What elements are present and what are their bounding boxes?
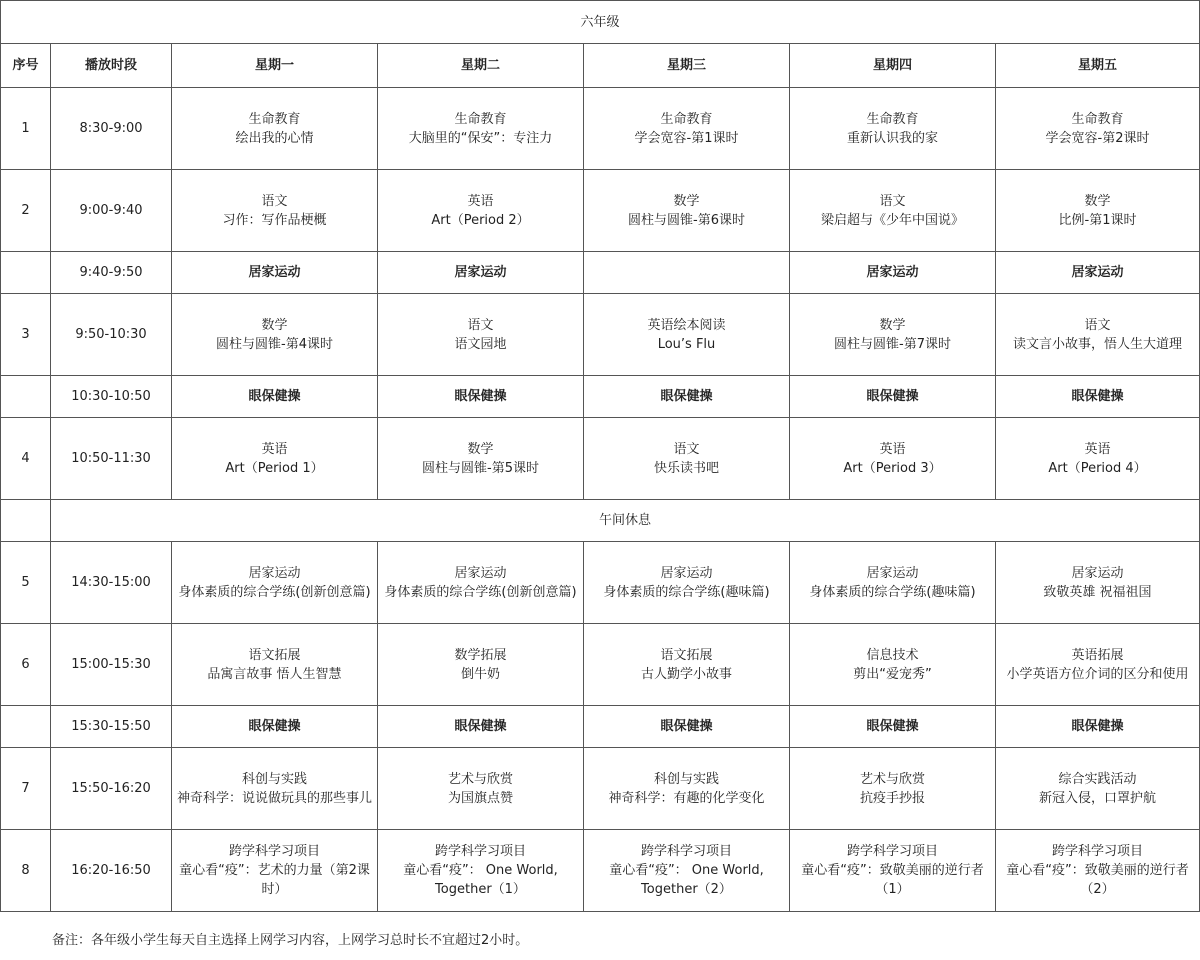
- lesson-subject: 综合实践活动: [1058, 771, 1137, 787]
- row-index: 5: [1, 542, 51, 624]
- lesson-topic: 学会宽容-第1课时: [634, 130, 739, 146]
- lesson-cell: [378, 88, 584, 170]
- lesson-subject: 跨学科学习项目: [846, 844, 938, 859]
- lesson-topic: Art（Period 3）: [843, 460, 942, 476]
- lesson-topic: 品寓言故事 悟人生智慧: [207, 666, 342, 682]
- lesson-cell: [172, 624, 378, 706]
- lesson-topic: 童心看“疫”：致敬美丽的逆行者（1）: [801, 863, 984, 897]
- header-index: 序号: [1, 44, 51, 88]
- break-activity: 居家运动: [378, 252, 584, 294]
- lesson-topic: 身体素质的综合学练(趣味篇): [809, 584, 976, 600]
- lesson-cell: [172, 294, 378, 376]
- lesson-cell: [790, 170, 996, 252]
- row-index: 2: [1, 170, 51, 252]
- break-activity: [584, 252, 790, 294]
- lesson-topic: 剪出“爱宠秀”: [853, 666, 932, 682]
- table-row: [1, 294, 1200, 376]
- lesson-topic: 快乐读书吧: [653, 460, 719, 476]
- lesson-subject: 科创与实践: [241, 771, 307, 787]
- lesson-cell: [172, 542, 378, 624]
- title-row: [1, 1, 1200, 44]
- lesson-cell: [790, 748, 996, 830]
- lesson-subject: 数学: [467, 441, 494, 457]
- table-row: [1, 624, 1200, 706]
- row-index: [1, 252, 51, 294]
- header-time: 播放时段: [51, 44, 172, 88]
- lesson-subject: 英语: [261, 441, 288, 457]
- break-activity: 眼保健操: [172, 706, 378, 748]
- lesson-topic: 圆柱与圆锥-第5课时: [422, 460, 539, 476]
- lesson-cell: [172, 748, 378, 830]
- lesson-topic: Lou’s Flu: [657, 336, 716, 352]
- table-row: [1, 830, 1200, 912]
- lesson-subject: 生命教育: [866, 111, 919, 127]
- lesson-cell: [790, 88, 996, 170]
- lesson-topic: 身体素质的综合学练(创新创意篇): [384, 584, 577, 600]
- row-index: 3: [1, 294, 51, 376]
- lesson-subject: 语文: [261, 193, 288, 209]
- lesson-topic: 童心看“疫”：致敬美丽的逆行者（2）: [1006, 863, 1189, 897]
- lesson-subject: 语文拓展: [248, 647, 301, 663]
- lesson-cell: [996, 748, 1200, 830]
- break-activity: 眼保健操: [172, 376, 378, 418]
- lesson-subject: 数学: [1084, 193, 1111, 209]
- footnote: 备注：各年级小学生每天自主选择上网学习内容，上网学习总时长不宜超过2小时。: [52, 933, 529, 948]
- row-time: 9:40-9:50: [51, 252, 172, 294]
- lesson-subject: 生命教育: [1071, 111, 1124, 127]
- table-row: [1, 418, 1200, 500]
- lesson-cell: [378, 830, 584, 912]
- lesson-topic: 比例-第1课时: [1058, 212, 1137, 228]
- lesson-subject: 居家运动: [660, 565, 713, 581]
- lesson-subject: 语文: [1084, 317, 1111, 333]
- lesson-topic: Art（Period 1）: [225, 460, 324, 476]
- lesson-subject: 居家运动: [248, 565, 301, 581]
- lesson-cell: [584, 830, 790, 912]
- lesson-cell: [172, 418, 378, 500]
- lesson-subject: 居家运动: [1071, 565, 1124, 581]
- row-index: 4: [1, 418, 51, 500]
- break-row: [1, 706, 1200, 748]
- lesson-topic: 梁启超与《少年中国说》: [820, 212, 964, 228]
- break-activity: 眼保健操: [584, 706, 790, 748]
- lesson-subject: 跨学科学习项目: [1051, 844, 1143, 859]
- lesson-topic: 读文言小故事，悟人生大道理: [1012, 336, 1182, 352]
- break-row: [1, 376, 1200, 418]
- row-index: 8: [1, 830, 51, 912]
- row-index: 7: [1, 748, 51, 830]
- break-activity: 眼保健操: [996, 706, 1200, 748]
- row-time: 16:20-16:50: [51, 830, 172, 912]
- lesson-topic: 童心看“疫”： One World, Together（2）: [609, 863, 764, 897]
- lesson-subject: 生命教育: [248, 111, 301, 127]
- lesson-topic: 神奇科学：说说做玩具的那些事儿: [176, 790, 372, 806]
- lesson-topic: 重新认识我的家: [846, 130, 938, 146]
- row-index: [1, 706, 51, 748]
- lesson-subject: 数学: [261, 317, 288, 333]
- lesson-cell: [790, 418, 996, 500]
- row-time: 14:30-15:00: [51, 542, 172, 624]
- lesson-cell: [996, 88, 1200, 170]
- header-thursday: 星期四: [790, 44, 996, 88]
- lesson-cell: [378, 624, 584, 706]
- lesson-subject: 语文: [673, 441, 700, 457]
- table-title: 六年级: [1, 1, 1200, 44]
- lesson-topic: 圆柱与圆锥-第4课时: [216, 336, 333, 352]
- lesson-subject: 跨学科学习项目: [640, 844, 732, 859]
- lesson-topic: 童心看“疫”：艺术的力量（第2课时）: [179, 863, 370, 897]
- table-row: [1, 748, 1200, 830]
- lesson-cell: [584, 88, 790, 170]
- break-activity: 居家运动: [996, 252, 1200, 294]
- lesson-cell: [378, 294, 584, 376]
- row-index: 1: [1, 88, 51, 170]
- lesson-subject: 信息技术: [866, 647, 919, 663]
- lesson-cell: [172, 88, 378, 170]
- lesson-topic: 古人勤学小故事: [640, 666, 732, 682]
- lesson-topic: 学会宽容-第2课时: [1045, 130, 1150, 146]
- lesson-topic: 倒牛奶: [460, 666, 500, 682]
- row-index: [1, 376, 51, 418]
- lesson-topic: 大脑里的“保安”：专注力: [408, 130, 553, 146]
- lesson-topic: 神奇科学：有趣的化学变化: [608, 790, 765, 806]
- lesson-subject: 英语: [1084, 441, 1111, 457]
- table-row: [1, 170, 1200, 252]
- lesson-cell: [584, 418, 790, 500]
- lesson-cell: [790, 624, 996, 706]
- lunch-index: [1, 500, 51, 542]
- lesson-subject: 跨学科学习项目: [434, 844, 526, 859]
- lesson-topic: 新冠入侵，口罩护航: [1038, 790, 1156, 806]
- lesson-topic: 小学英语方位介词的区分和使用: [1006, 666, 1189, 682]
- lesson-cell: [584, 624, 790, 706]
- lesson-cell: [790, 542, 996, 624]
- break-activity: 居家运动: [172, 252, 378, 294]
- lesson-cell: [584, 748, 790, 830]
- row-time: 15:00-15:30: [51, 624, 172, 706]
- lesson-subject: 艺术与欣赏: [859, 771, 925, 787]
- lesson-cell: [790, 830, 996, 912]
- break-activity: 眼保健操: [378, 376, 584, 418]
- lesson-subject: 生命教育: [454, 111, 507, 127]
- header-tuesday: 星期二: [378, 44, 584, 88]
- lesson-cell: [378, 170, 584, 252]
- break-activity: 眼保健操: [790, 706, 996, 748]
- lesson-subject: 英语: [467, 193, 494, 209]
- lesson-topic: 绘出我的心情: [235, 130, 314, 146]
- lesson-cell: [378, 748, 584, 830]
- break-activity: 眼保健操: [996, 376, 1200, 418]
- row-time: 9:00-9:40: [51, 170, 172, 252]
- lesson-subject: 数学拓展: [454, 647, 507, 663]
- header-wednesday: 星期三: [584, 44, 790, 88]
- lesson-subject: 数学: [673, 193, 700, 209]
- lunch-break-label: 午间休息: [51, 500, 1200, 542]
- header-row: [1, 44, 1200, 88]
- break-activity: 眼保健操: [584, 376, 790, 418]
- lesson-subject: 居家运动: [454, 565, 507, 581]
- lesson-cell: [996, 624, 1200, 706]
- row-time: 9:50-10:30: [51, 294, 172, 376]
- lesson-subject: 语文拓展: [660, 647, 713, 663]
- row-time: 8:30-9:00: [51, 88, 172, 170]
- lesson-subject: 英语拓展: [1071, 647, 1124, 663]
- lesson-cell: [584, 542, 790, 624]
- lesson-topic: 童心看“疫”： One World, Together（1）: [403, 863, 558, 897]
- lesson-cell: [996, 418, 1200, 500]
- lesson-topic: 抗疫手抄报: [859, 790, 925, 806]
- break-activity: 居家运动: [790, 252, 996, 294]
- break-row: [1, 252, 1200, 294]
- lesson-cell: [996, 830, 1200, 912]
- row-time: 10:50-11:30: [51, 418, 172, 500]
- lesson-subject: 生命教育: [660, 111, 713, 127]
- break-activity: 眼保健操: [378, 706, 584, 748]
- lesson-subject: 艺术与欣赏: [447, 771, 513, 787]
- lesson-topic: 身体素质的综合学练(趣味篇): [603, 584, 770, 600]
- lesson-topic: 为国旗点赞: [447, 790, 513, 806]
- lesson-subject: 英语绘本阅读: [647, 317, 726, 333]
- lesson-subject: 科创与实践: [653, 771, 719, 787]
- lesson-topic: Art（Period 4）: [1048, 460, 1147, 476]
- lesson-cell: [584, 170, 790, 252]
- lesson-subject: 语文: [467, 317, 494, 333]
- lesson-cell: [172, 170, 378, 252]
- lesson-topic: 圆柱与圆锥-第6课时: [628, 212, 745, 228]
- table-row: [1, 88, 1200, 170]
- row-time: 15:30-15:50: [51, 706, 172, 748]
- lesson-cell: [584, 294, 790, 376]
- row-time: 10:30-10:50: [51, 376, 172, 418]
- break-activity: 眼保健操: [790, 376, 996, 418]
- lesson-topic: Art（Period 2）: [431, 212, 530, 228]
- lesson-topic: 习作：写作品梗概: [222, 212, 327, 228]
- lesson-cell: [378, 542, 584, 624]
- table-row: [1, 542, 1200, 624]
- lesson-subject: 英语: [879, 441, 906, 457]
- header-monday: 星期一: [172, 44, 378, 88]
- lunch-row: [1, 500, 1200, 542]
- row-time: 15:50-16:20: [51, 748, 172, 830]
- lesson-topic: 圆柱与圆锥-第7课时: [834, 336, 951, 352]
- lesson-subject: 居家运动: [866, 565, 919, 581]
- lesson-subject: 数学: [879, 317, 906, 333]
- lesson-cell: [996, 294, 1200, 376]
- lesson-topic: 致敬英雄 祝福祖国: [1043, 584, 1152, 600]
- row-index: 6: [1, 624, 51, 706]
- lesson-cell: [172, 830, 378, 912]
- lesson-cell: [996, 542, 1200, 624]
- lesson-topic: 身体素质的综合学练(创新创意篇): [178, 584, 371, 600]
- lesson-cell: [790, 294, 996, 376]
- lesson-subject: 跨学科学习项目: [228, 844, 320, 859]
- lesson-cell: [996, 170, 1200, 252]
- header-friday: 星期五: [996, 44, 1200, 88]
- lesson-cell: [378, 418, 584, 500]
- lesson-topic: 语文园地: [454, 336, 507, 352]
- lesson-subject: 语文: [879, 193, 906, 209]
